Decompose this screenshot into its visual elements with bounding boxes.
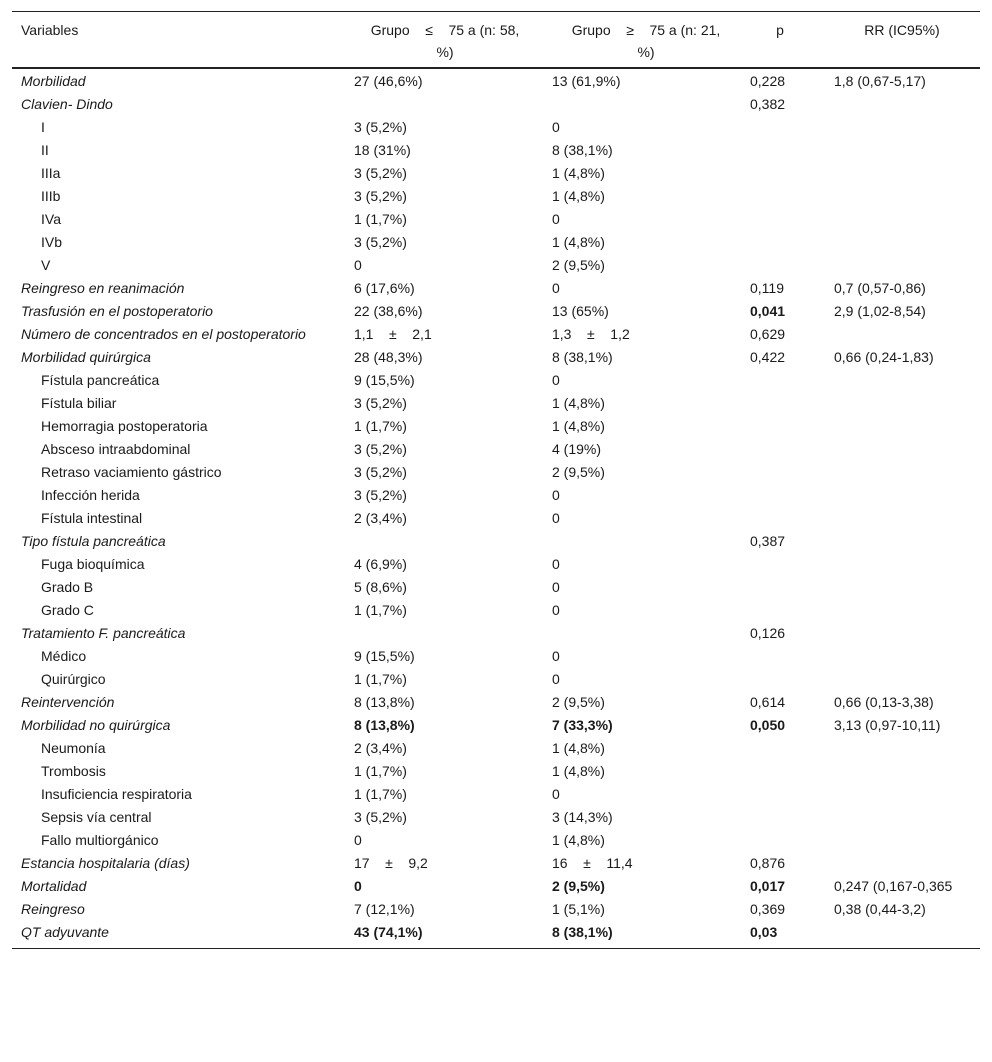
cell-p: 0,382 <box>750 96 786 112</box>
header-group-le75-word: Grupo <box>370 22 410 38</box>
cell-group-le75: 3 (5,2%) <box>354 464 407 480</box>
cell-rr <box>834 185 954 208</box>
table-row <box>12 139 980 162</box>
cell-group-ge75: 1 (5,1%) <box>552 901 605 917</box>
cell-rr: 0,66 (0,24-1,83) <box>834 349 934 365</box>
cell-group-le75: 2 (3,4%) <box>354 740 407 756</box>
cell-group-ge75: 8 (38,1%) <box>552 142 613 158</box>
cell-group-le75: 6 (17,6%) <box>354 280 415 296</box>
cell-rr <box>834 576 954 599</box>
table-row <box>12 70 980 93</box>
row-label: Fuga bioquímica <box>41 556 145 572</box>
cell-rr <box>834 829 954 852</box>
row-label: Absceso intraabdominal <box>41 441 191 457</box>
table-row <box>12 323 980 346</box>
table-row <box>12 714 980 737</box>
table-row <box>12 392 980 415</box>
cell-rr <box>834 737 954 760</box>
row-label: Fístula biliar <box>41 395 117 411</box>
cell-p <box>750 231 834 254</box>
cell-p <box>750 576 834 599</box>
row-label: Quirúrgico <box>41 671 106 687</box>
table-row <box>12 254 980 277</box>
cell-group-ge75: 0 <box>552 487 560 503</box>
cell-group-ge75: 2 (9,5%) <box>552 257 605 273</box>
cell-rr <box>834 461 954 484</box>
cell-p <box>750 254 834 277</box>
cell-group-le75: 3 (5,2%) <box>354 188 407 204</box>
row-label: Tratamiento F. pancreática <box>21 625 186 641</box>
cell-p: 0,03 <box>750 924 778 940</box>
cell-group-ge75: 2 (9,5%) <box>552 694 605 710</box>
cell-group-ge75: 0 <box>552 556 560 572</box>
table-row <box>12 484 980 507</box>
cell-rr <box>834 162 954 185</box>
header-p: p <box>776 22 784 38</box>
table-row <box>12 162 980 185</box>
cell-group-ge75: 1 (4,8%) <box>552 395 605 411</box>
cell-group-ge75: 1 (4,8%) <box>552 832 605 848</box>
table-row <box>12 921 980 944</box>
cell-group-ge75: 1 (4,8%) <box>552 188 605 204</box>
cell-group-ge75: 8 (38,1%) <box>552 349 613 365</box>
cell-group-le75: 8 (13,8%) <box>354 694 415 710</box>
cell-rr <box>834 484 954 507</box>
cell-group-le75: 3 (5,2%) <box>354 165 407 181</box>
cell-group-le75: 0 <box>354 257 362 273</box>
row-label: Tipo fístula pancreática <box>21 533 166 549</box>
table-row <box>12 691 980 714</box>
cell-group-le75 <box>354 622 552 645</box>
cell-group-le75 <box>354 93 552 116</box>
row-label: Trasfusión en el postoperatorio <box>21 303 213 319</box>
cell-group-le75: 3 (5,2%) <box>354 441 407 457</box>
cell-rr <box>834 806 954 829</box>
cell-group-le75: 22 (38,6%) <box>354 303 423 319</box>
row-label: Grado C <box>41 602 94 618</box>
cell-group-ge75: 3 (14,3%) <box>552 809 613 825</box>
cell-group-le75: 3 (5,2%) <box>354 395 407 411</box>
table-header <box>12 11 980 69</box>
table-row <box>12 346 980 369</box>
row-label: II <box>41 142 49 158</box>
cell-p: 0,050 <box>750 717 786 733</box>
cell-group-le75: 28 (48,3%) <box>354 349 423 365</box>
cell-rr <box>834 921 954 944</box>
row-label: V <box>41 257 51 273</box>
table-row <box>12 599 980 622</box>
row-label: Trombosis <box>41 763 106 779</box>
cell-group-le75: 5 (8,6%) <box>354 579 407 595</box>
row-label: Fístula pancreática <box>41 372 160 388</box>
cell-p: 0,017 <box>750 878 786 894</box>
cell-rr: 0,66 (0,13-3,38) <box>834 694 934 710</box>
table-row <box>12 898 980 921</box>
cell-p <box>750 737 834 760</box>
cell-rr <box>834 622 954 645</box>
row-label: Morbilidad <box>21 73 86 89</box>
cell-rr <box>834 139 954 162</box>
cell-group-ge75: 13 (65%) <box>552 303 609 319</box>
cell-p <box>750 645 834 668</box>
cell-p <box>750 668 834 691</box>
cell-group-ge75: 16 ± 11,4 <box>552 855 633 871</box>
cell-group-ge75 <box>552 622 750 645</box>
cell-group-ge75: 0 <box>552 510 560 526</box>
cell-p <box>750 392 834 415</box>
cell-rr <box>834 852 954 875</box>
cell-p <box>750 553 834 576</box>
cell-rr <box>834 668 954 691</box>
cell-group-ge75: 2 (9,5%) <box>552 464 605 480</box>
cell-p <box>750 162 834 185</box>
cell-rr <box>834 415 954 438</box>
cell-p: 0,119 <box>750 280 784 296</box>
row-label: Mortalidad <box>21 878 87 894</box>
cell-rr <box>834 645 954 668</box>
header-group-le75 <box>352 19 538 63</box>
table-row <box>12 231 980 254</box>
row-label: IIIb <box>41 188 61 204</box>
cell-p <box>750 415 834 438</box>
row-label: Fallo multiorgánico <box>41 832 159 848</box>
cell-group-ge75: 13 (61,9%) <box>552 73 621 89</box>
cell-group-le75: 8 (13,8%) <box>354 717 415 733</box>
row-label: Grado B <box>41 579 94 595</box>
cell-p <box>750 806 834 829</box>
cell-group-ge75: 4 (19%) <box>552 441 602 457</box>
cell-p <box>750 369 834 392</box>
cell-rr <box>834 599 954 622</box>
row-label: Clavien- Dindo <box>21 96 113 112</box>
cell-group-le75: 4 (6,9%) <box>354 556 407 572</box>
cell-rr <box>834 254 954 277</box>
table-row <box>12 553 980 576</box>
header-variables: Variables <box>21 22 79 38</box>
cell-p <box>750 783 834 806</box>
header-rr: RR (IC95%) <box>864 22 940 38</box>
cell-p <box>750 139 834 162</box>
cell-group-le75: 9 (15,5%) <box>354 372 415 388</box>
cell-group-ge75: 1 (4,8%) <box>552 740 605 756</box>
cell-p <box>750 599 834 622</box>
cell-group-le75: 0 <box>354 832 362 848</box>
cell-group-ge75: 1 (4,8%) <box>552 165 605 181</box>
cell-group-le75: 1 (1,7%) <box>354 786 407 802</box>
cell-p <box>750 461 834 484</box>
cell-group-ge75: 0 <box>552 211 560 227</box>
row-label: QT adyuvante <box>21 924 109 940</box>
cell-rr <box>834 323 954 346</box>
row-label: Morbilidad no quirúrgica <box>21 717 171 733</box>
cell-group-ge75: 7 (33,3%) <box>552 717 613 733</box>
cell-rr <box>834 208 954 231</box>
table-row <box>12 645 980 668</box>
row-label: I <box>41 119 45 135</box>
cell-group-ge75: 0 <box>552 648 560 664</box>
cell-rr: 2,9 (1,02-8,54) <box>834 303 926 319</box>
cell-p: 0,369 <box>750 901 786 917</box>
header-group-le75-pct: %) <box>436 44 454 60</box>
cell-p: 0,041 <box>750 303 786 319</box>
cell-p: 0,387 <box>750 533 786 549</box>
table-row <box>12 875 980 898</box>
row-label: Hemorragia postoperatoria <box>41 418 208 434</box>
row-label: Fístula intestinal <box>41 510 143 526</box>
cell-rr: 0,38 (0,44-3,2) <box>834 901 926 917</box>
table-row <box>12 737 980 760</box>
cell-rr <box>834 507 954 530</box>
table-row <box>12 783 980 806</box>
table-row <box>12 415 980 438</box>
cell-group-le75: 3 (5,2%) <box>354 119 407 135</box>
header-group-ge75 <box>552 19 740 63</box>
cell-group-le75: 18 (31%) <box>354 142 411 158</box>
cell-group-le75: 7 (12,1%) <box>354 901 415 917</box>
cell-group-ge75: 1,3 ± 1,2 <box>552 326 630 342</box>
cell-group-le75: 3 (5,2%) <box>354 487 407 503</box>
cell-group-ge75: 1 (4,8%) <box>552 418 605 434</box>
cell-p <box>750 438 834 461</box>
cell-p: 0,126 <box>750 625 786 641</box>
row-label: Insuficiencia respiratoria <box>41 786 192 802</box>
cell-rr <box>834 93 954 116</box>
row-label: Morbilidad quirúrgica <box>21 349 151 365</box>
cell-group-ge75: 0 <box>552 119 560 135</box>
table-row <box>12 806 980 829</box>
cell-group-ge75: 0 <box>552 786 560 802</box>
cell-group-le75: 2 (3,4%) <box>354 510 407 526</box>
cell-group-ge75: 0 <box>552 280 560 296</box>
cell-rr <box>834 116 954 139</box>
table-row <box>12 622 980 645</box>
cell-group-le75: 1,1 ± 2,1 <box>354 326 432 342</box>
cell-group-le75: 3 (5,2%) <box>354 234 407 250</box>
cell-p: 0,876 <box>750 855 786 871</box>
cell-rr <box>834 530 954 553</box>
cell-group-le75: 27 (46,6%) <box>354 73 423 89</box>
table-row <box>12 829 980 852</box>
row-label: Neumonía <box>41 740 106 756</box>
cell-group-ge75: 1 (4,8%) <box>552 234 605 250</box>
cell-group-ge75: 0 <box>552 602 560 618</box>
cell-rr: 0,7 (0,57-0,86) <box>834 280 926 296</box>
header-group-ge75-n: 75 a (n: 21, <box>649 22 721 38</box>
header-le-symbol: ≤ <box>425 22 433 38</box>
header-ge-symbol: ≥ <box>626 22 634 38</box>
table-row <box>12 576 980 599</box>
cell-rr <box>834 553 954 576</box>
table-row <box>12 760 980 783</box>
cell-rr: 0,247 (0,167-0,365 <box>834 878 953 894</box>
cell-rr <box>834 231 954 254</box>
cell-group-ge75: 0 <box>552 579 560 595</box>
cell-rr <box>834 392 954 415</box>
table-row <box>12 93 980 116</box>
table-row <box>12 208 980 231</box>
cell-group-le75: 3 (5,2%) <box>354 809 407 825</box>
table-row <box>12 116 980 139</box>
cell-p: 0,629 <box>750 326 786 342</box>
cell-rr <box>834 783 954 806</box>
row-label: Infección herida <box>41 487 140 503</box>
cell-group-le75: 1 (1,7%) <box>354 763 407 779</box>
cell-p <box>750 116 834 139</box>
table-row <box>12 300 980 323</box>
cell-rr <box>834 438 954 461</box>
cell-rr: 1,8 (0,67-5,17) <box>834 73 926 89</box>
results-table <box>12 11 980 949</box>
table-row <box>12 277 980 300</box>
cell-p: 0,228 <box>750 73 786 89</box>
cell-rr <box>834 760 954 783</box>
cell-group-ge75: 0 <box>552 671 560 687</box>
table-row <box>12 507 980 530</box>
table-body <box>12 69 980 949</box>
header-group-ge75-word: Grupo <box>571 22 611 38</box>
cell-group-le75: 43 (74,1%) <box>354 924 423 940</box>
cell-group-ge75 <box>552 530 750 553</box>
row-label: Estancia hospitalaria (días) <box>21 855 190 871</box>
cell-p: 0,422 <box>750 349 786 365</box>
cell-group-le75 <box>354 530 552 553</box>
row-label: Reintervención <box>21 694 115 710</box>
cell-group-le75: 17 ± 9,2 <box>354 855 428 871</box>
table-row <box>12 461 980 484</box>
table-row <box>12 438 980 461</box>
table-row <box>12 668 980 691</box>
cell-p <box>750 484 834 507</box>
row-label: Médico <box>41 648 87 664</box>
table-row <box>12 852 980 875</box>
cell-group-ge75 <box>552 93 750 116</box>
table-row <box>12 530 980 553</box>
cell-p <box>750 829 834 852</box>
row-label: Retraso vaciamiento gástrico <box>41 464 222 480</box>
cell-group-le75: 0 <box>354 878 362 894</box>
row-label: Reingreso <box>21 901 85 917</box>
cell-p <box>750 760 834 783</box>
cell-group-ge75: 2 (9,5%) <box>552 878 605 894</box>
cell-group-ge75: 1 (4,8%) <box>552 763 605 779</box>
cell-p <box>750 507 834 530</box>
cell-p: 0,614 <box>750 694 786 710</box>
cell-group-le75: 1 (1,7%) <box>354 418 407 434</box>
cell-rr: 3,13 (0,97-10,11) <box>834 717 941 733</box>
cell-group-ge75: 8 (38,1%) <box>552 924 613 940</box>
cell-p <box>750 185 834 208</box>
row-label: Número de concentrados en el postoperatorio <box>21 326 306 342</box>
cell-group-ge75: 0 <box>552 372 560 388</box>
header-group-ge75-pct: %) <box>637 44 655 60</box>
table-row <box>12 185 980 208</box>
cell-group-le75: 1 (1,7%) <box>354 211 407 227</box>
row-label: IVb <box>41 234 63 250</box>
row-label: Reingreso en reanimación <box>21 280 185 296</box>
row-label: IIIa <box>41 165 61 181</box>
cell-group-le75: 1 (1,7%) <box>354 602 407 618</box>
cell-rr <box>834 369 954 392</box>
cell-group-le75: 9 (15,5%) <box>354 648 415 664</box>
table-row <box>12 369 980 392</box>
cell-p <box>750 208 834 231</box>
row-label: Sepsis vía central <box>41 809 152 825</box>
cell-group-le75: 1 (1,7%) <box>354 671 407 687</box>
row-label: IVa <box>41 211 61 227</box>
header-group-le75-n: 75 a (n: 58, <box>448 22 520 38</box>
